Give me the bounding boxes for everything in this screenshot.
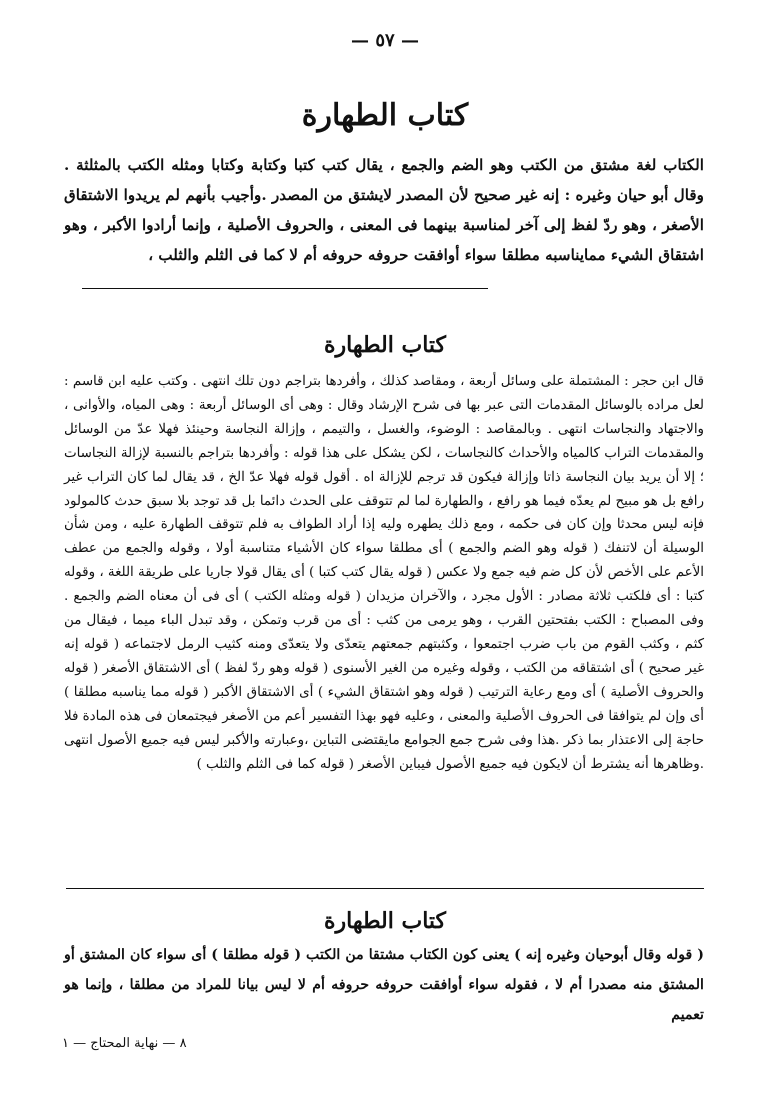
hashiya-text-block (64, 940, 704, 1030)
matn-paragraph: الكتاب لغة مشتق من الكتب وهو الضم والجمع ، يقال كتب كتبا وكتابة وكتابا ومثله الكتب بالمثلثة . وقال أبو حيان وغيره : إنه غير صحيح لأن المصدر لايشتق من المصدر .وأجيب بأنهم لم يريدوا الاشتقاق الأصغر ، وهو ردّ لفظ إلى آخر لمناسبة بينهما فى المعنى ، والحروف الأصلية ، وإنما أرادوا الأكبر ، وهو اشتقاق الشيء ممايناسبه مطلقا سواء أوافقت حروفه حروفه أم لا كما فى الثلم والثلب ، (64, 156, 704, 264)
matn-text-block (64, 150, 704, 270)
matn-separator-rule (82, 288, 488, 289)
hashiya-title: كتاب الطهارة (323, 908, 447, 934)
hashiya-paragraph: ( قوله وقال أبوحيان وغيره إنه ) يعنى كون الكتاب مشتقا من الكتب ( قوله مطلقا ) أى سواء كان المشتق أو المشتق منه مصدرا أم لا ، فقوله سواء أوافقت حروفه حروفه أم لا ليس بيانا للمراد من مطلقا ، وإنما هو تعميم (64, 947, 704, 1023)
sharh-text-block (64, 370, 704, 776)
sharh-separator-rule (66, 888, 704, 889)
sharh-paragraph: قال ابن حجر : المشتملة على وسائل أربعة ، ومقاصد كذلك ، وأفردها بتراجم دون تلك انتهى . وكتب عليه ابن قاسم : لعل مراده بالوسائل المقدمات التى عبر بها فى شرح الإرشاد وقال : وهى أى الوسائل أربعة : وهى المياه، والأوانى ، والاجتهاد والنجاسات انتهى . وبالمقاصد : الوضوء، والغسل ، والتيمم ، وإزالة النجاسة وحينئذ فهلا عدّ من الوسائل والمقدمات التراب كالمياه والأحداث كالنجاسات ، لكن يشكل على هذا قوله : وأفردها بتراجم بالنسبة لإزالة النجاسات ؛ إلا أن يريد بيان النجاسة ذاتا وإزالة فيكون قد ترجم للإزالة اه . أقول قوله فهلا عدّ الخ ، قد يقال لما كان التراب غير رافع بل هو مبيح لم يعدّه فيما هو رافع ، والطهارة لما لم تتوقف على الحدث دائما بل قد توجد بلا سبق حدث كالمولود فإنه ليس محدثا وإن كان فى حكمه ، ومع ذلك يطهره وليه إذا أراد الطواف به فلم تتوقف الطهارة عليه ، ومن شأن الوسيلة أن لاتنفك ( قوله وهو الضم والجمع ) أى مطلقا سواء كان الأشياء متناسبة أولا ، وقوله والجمع من عطف الأعم على الأخص لأن كل ضم فيه جمع ولا عكس ( قوله يقال كتب كتبا ) أى يقال قولا جاريا على طريقة اللغة ، وقوله كتبا : أى فلكتب ثلاثة مصادر : الأول مجرد ، والآخران مزيدان ( قوله ومثله الكتب ) أى فى أن معناه الضم والجمع . وفى المصباح : الكتب بفتحتين القرب ، وهو يرمى من كثب : أى من قرب وتمكن ، وقد تبدل الباء ميما ، فيقال من كثم ، وكثب القوم من باب ضرب اجتمعوا ، وكثبتهم جمعتهم يتعدّى ولا يتعدّى ومنه كثيب الرمل لاجتماعه ( قوله إنه غير صحيح ) أى اشتقاقه من الكتب ، وقوله وغيره من الغير الأسنوى ( قوله وهو ردّ لفظ ) أى الاشتقاق الأصغر ( قوله والحروف الأصلية ) أى ومع رعاية الترتيب ( قوله وهو اشتقاق الشيء ) أى الاشتقاق الأكبر ( قوله مما يناسبه مطلقا ) أى وإن لم يتوافقا فى الحروف الأصلية والمعنى ، وعليه فهو بهذا التفسير أعم من الأصغر فيجتمعان فى هذه المادة فلا حاجة إلى الاعتذار بما ذكر .هذا وفى شرح جمع الجوامع مايقتضى التباين ،وعبارته والأكبر ليس فيه جميع الأصول انتهى .وظاهرها أنه يشترط أن لايكون فيه جميع الأصول فيباين الأصغر ( قوله كما فى الثلم والثلب ) (64, 374, 704, 772)
page-number: — ٥٧ — (351, 30, 419, 51)
main-title: كتاب الطهارة (301, 98, 469, 133)
footer-signature: ٨ — نهاية المحتاج — ١ (62, 1036, 187, 1051)
sharh-title: كتاب الطهارة (323, 332, 447, 358)
